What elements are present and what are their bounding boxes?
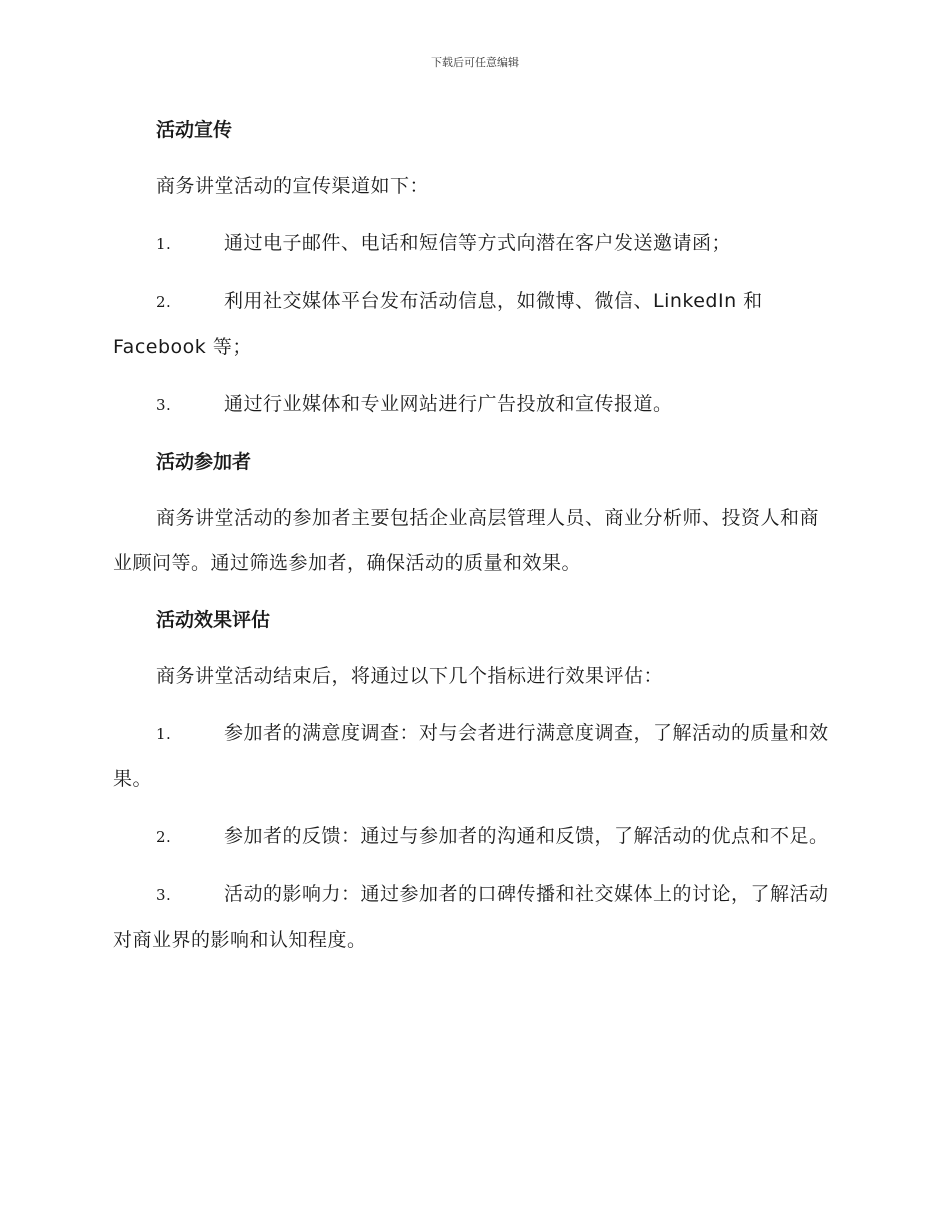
promotion-item-1 (113, 221, 833, 267)
promotion-item-3 (113, 382, 833, 428)
list-number: 2. (156, 828, 172, 846)
document-body (113, 108, 833, 963)
list-item-text: 参加者的反馈：通过与参加者的沟通和反馈，了解活动的优点和不足。 (224, 825, 829, 847)
evaluation-item-1 (113, 711, 833, 802)
promotion-item-2 (113, 279, 833, 370)
evaluation-item-3 (113, 872, 833, 963)
list-item-text: 通过电子邮件、电话和短信等方式向潜在客户发送邀请函； (224, 232, 732, 254)
list-item-text: 活动的影响力：通过参加者的口碑传播和社交媒体上的讨论，了解活动对商业界的影响和认知程度。 (113, 883, 829, 951)
list-number: 3. (156, 396, 172, 414)
participants-body: 商务讲堂活动的参加者主要包括企业高层管理人员、商业分析师、投资人和商业顾问等。通过筛选参加者，确保活动的质量和效果。 (113, 507, 820, 574)
section-heading-participants: 活动参加者 (156, 451, 252, 473)
list-number: 3. (156, 886, 172, 904)
evaluation-intro: 商务讲堂活动结束后，将通过以下几个指标进行效果评估： (156, 665, 664, 687)
section-heading-promotion: 活动宣传 (156, 119, 233, 141)
list-number: 1. (156, 235, 172, 253)
promotion-intro: 商务讲堂活动的宣传渠道如下： (156, 175, 430, 197)
header-note: 下载后可任意编辑 (431, 56, 519, 69)
list-item-text: 参加者的满意度调查：对与会者进行满意度调查，了解活动的质量和效果。 (113, 722, 829, 790)
evaluation-item-2 (113, 814, 833, 860)
list-number: 2. (156, 293, 172, 311)
list-item-text: 通过行业媒体和专业网站进行广告投放和宣传报道。 (224, 393, 673, 415)
list-number: 1. (156, 725, 172, 743)
section-heading-evaluation: 活动效果评估 (156, 609, 271, 631)
list-item-text: 利用社交媒体平台发布活动信息，如微博、微信、LinkedIn 和Facebook 等； (113, 290, 763, 358)
